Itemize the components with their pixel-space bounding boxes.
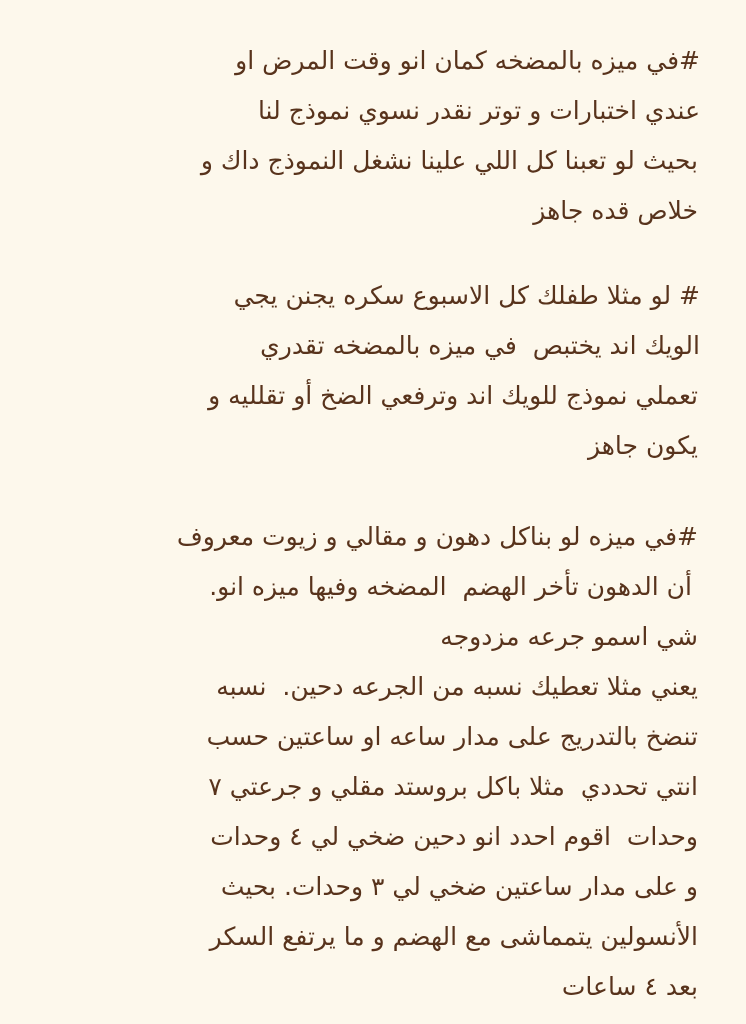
paragraph-1-line-3: بحيث لو تعبنا كل اللي علينا نشغل النموذج داك و [200, 146, 698, 175]
paragraph-3-line-9: الأنسولين يتمماشى مع الهضم و ما يرتفع السكر [209, 922, 698, 951]
paragraph-1-line-2: عندي اختبارات و توتر نقدر نسوي نموذج لنا [257, 96, 700, 125]
paragraph-2-line-2: الويك اند يختبص في ميزه بالمضخه تقدري [260, 331, 700, 360]
paragraph-1-line-4: خلاص قده جاهز [533, 196, 698, 225]
paragraph-3-line-4: يعني مثلا تعطيك نسبه من الجرعه دحين. نسبه [216, 672, 698, 701]
paragraph-3-line-2: أن الدهون تأخر الهضم المضخه وفيها ميزه انو. [209, 572, 692, 601]
paragraph-1-line-1: #في ميزه بالمضخه كمان انو وقت المرض او [235, 46, 700, 75]
paragraph-2-line-1: # لو مثلا طفلك كل الاسبوع سكره يجنن يجي [233, 281, 700, 310]
paragraph-3-line-5: تنضخ بالتدريج على مدار ساعه او ساعتين حسب [206, 722, 698, 751]
paragraph-3-line-6: انتي تحددي مثلا باكل بروستد مقلي و جرعتي ٧ [208, 772, 698, 801]
paragraph-3-line-3: شي اسمو جرعه مزدوجه [440, 622, 698, 651]
paragraph-2-line-3: تعملي نموذج للويك اند وترفعي الضخ أو تقلليه و [208, 381, 698, 410]
paragraph-2-line-4: يكون جاهز [587, 431, 698, 460]
paragraph-3-line-7: وحدات اقوم احدد انو دحين ضخي لي ٤ وحدات [210, 822, 698, 851]
paragraph-3-line-1: #في ميزه لو بناكل دهون و مقالي و زيوت معروف [176, 522, 698, 551]
paragraph-3-line-10: بعد ٤ ساعات [561, 972, 698, 1001]
paragraph-3-line-8: و على مدار ساعتين ضخي لي ٣ وحدات. بحيث [220, 872, 698, 901]
